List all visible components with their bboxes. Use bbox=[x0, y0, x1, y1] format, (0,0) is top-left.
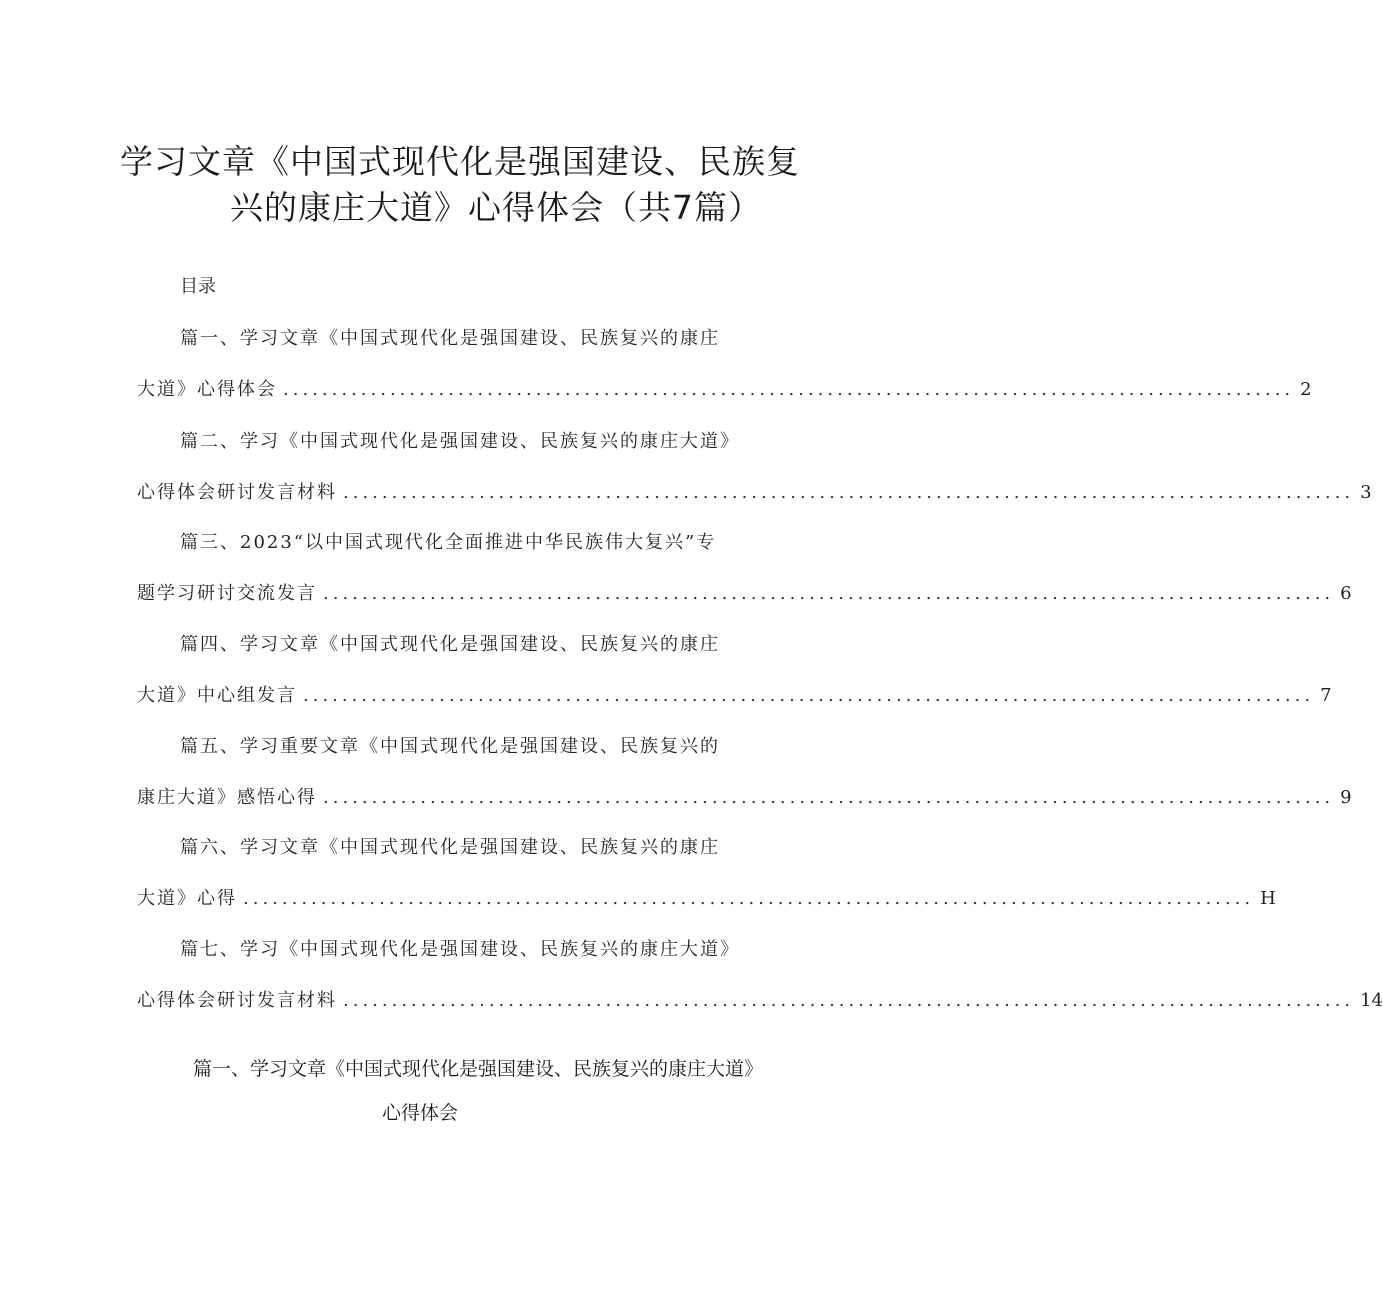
section-heading-line-1: 篇一、学习文章《中国式现代化是强国建设、民族复兴的康庄大道》 bbox=[192, 1058, 763, 1080]
document-title-line-2: 兴的康庄大道》心得体会（共7篇） bbox=[230, 188, 762, 227]
toc-dot-leader: ........................................................................................................ bbox=[243, 888, 1255, 909]
section-heading-line-2: 心得体会 bbox=[381, 1102, 458, 1124]
toc-heading: 目录 bbox=[180, 276, 216, 297]
toc-page-number: H bbox=[1260, 888, 1276, 909]
toc-page-number: 2 bbox=[1300, 379, 1312, 400]
toc-page-number: 3 bbox=[1360, 482, 1372, 503]
toc-dot-leader: ........................................................................................................ bbox=[303, 685, 1315, 706]
toc-page-number: 6 bbox=[1340, 583, 1352, 604]
toc-entry-2-line-1[interactable]: 篇二、学习《中国式现代化是强国建设、民族复兴的康庄大道》 bbox=[180, 431, 740, 452]
toc-page-number: 9 bbox=[1340, 787, 1352, 808]
toc-entry-text: 大道》心得 bbox=[137, 888, 237, 909]
toc-entry-1-line-1[interactable]: 篇一、学习文章《中国式现代化是强国建设、民族复兴的康庄 bbox=[180, 328, 720, 349]
toc-entry-5-line-2[interactable] bbox=[137, 783, 1352, 809]
toc-entry-text: 心得体会研讨发言材料 bbox=[137, 990, 337, 1011]
toc-entry-4-line-1[interactable]: 篇四、学习文章《中国式现代化是强国建设、民族复兴的康庄 bbox=[180, 634, 720, 655]
toc-entry-3-line-2[interactable] bbox=[137, 579, 1352, 605]
toc-dot-leader: ........................................................................................................ bbox=[343, 990, 1355, 1011]
toc-entry-6-line-2[interactable] bbox=[137, 884, 1276, 910]
toc-entry-2-line-2[interactable] bbox=[137, 478, 1372, 504]
toc-entry-6-line-1[interactable]: 篇六、学习文章《中国式现代化是强国建设、民族复兴的康庄 bbox=[180, 837, 720, 858]
toc-entry-5-line-1[interactable]: 篇五、学习重要文章《中国式现代化是强国建设、民族复兴的 bbox=[180, 736, 720, 757]
document-title-line-1: 学习文章《中国式现代化是强国建设、民族复 bbox=[120, 142, 800, 181]
toc-entry-text: 康庄大道》感悟心得 bbox=[137, 787, 317, 808]
toc-dot-leader: ........................................................................................................ bbox=[283, 379, 1295, 400]
toc-entry-4-line-2[interactable] bbox=[137, 681, 1332, 707]
toc-entry-1-line-2[interactable] bbox=[137, 375, 1312, 401]
toc-dot-leader: ........................................................................................................ bbox=[343, 482, 1355, 503]
toc-page-number: 14 bbox=[1360, 990, 1383, 1011]
toc-entry-text: 题学习研讨交流发言 bbox=[137, 583, 317, 604]
toc-dot-leader: ........................................................................................................ bbox=[323, 787, 1335, 808]
toc-entry-text: 大道》中心组发言 bbox=[137, 685, 297, 706]
toc-entry-7-line-2[interactable] bbox=[137, 986, 1383, 1012]
toc-entry-text: 心得体会研讨发言材料 bbox=[137, 482, 337, 503]
toc-entry-text: 大道》心得体会 bbox=[137, 379, 277, 400]
toc-entry-3-line-1[interactable]: 篇三、2023“以中国式现代化全面推进中华民族伟大复兴”专 bbox=[180, 532, 717, 553]
toc-dot-leader: ........................................................................................................ bbox=[323, 583, 1335, 604]
toc-entry-7-line-1[interactable]: 篇七、学习《中国式现代化是强国建设、民族复兴的康庄大道》 bbox=[180, 939, 740, 960]
toc-page-number: 7 bbox=[1320, 685, 1332, 706]
